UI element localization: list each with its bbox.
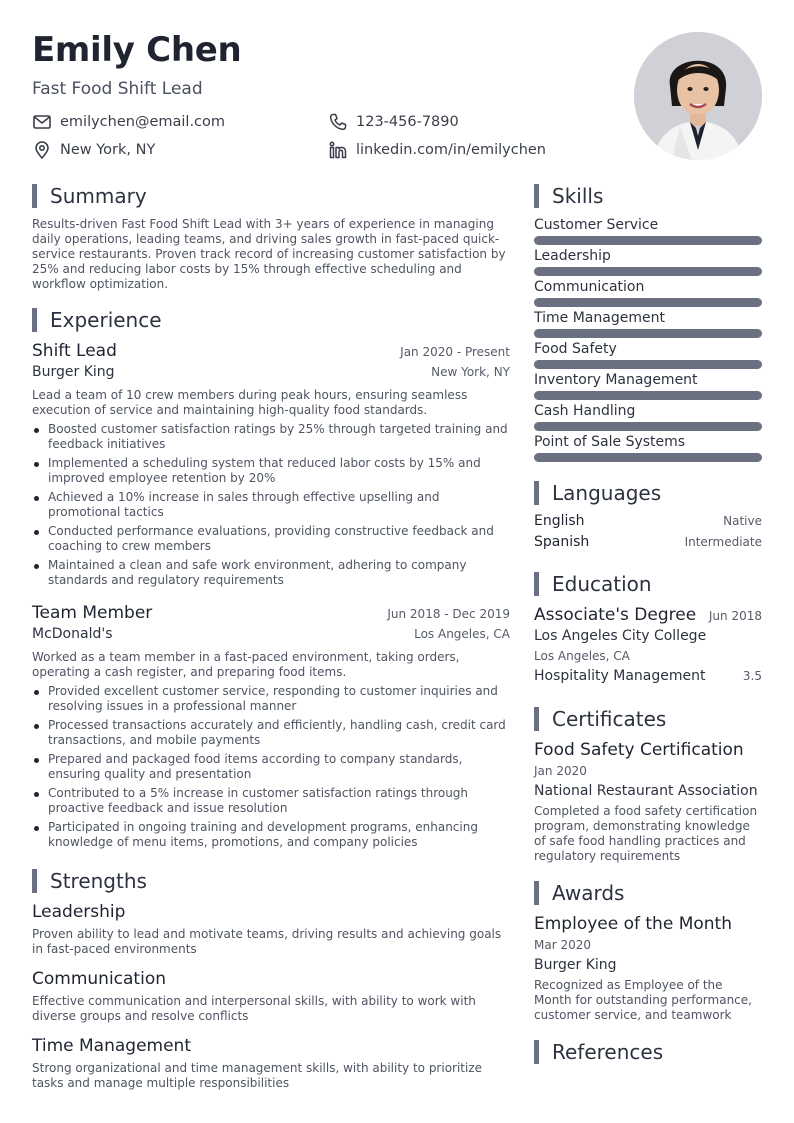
position-dates: Jun 2018 - Dec 2019 xyxy=(387,607,510,621)
achievement-bullet: Participated in ongoing training and development programs, enhancing knowledge of menu items, promotions, and company policies xyxy=(32,820,510,850)
strength-item xyxy=(32,1036,510,1091)
degree-date: Jun 2018 xyxy=(708,609,762,623)
position-title: Shift Lead xyxy=(32,341,117,361)
certificates-heading: Certificates xyxy=(534,707,666,731)
contact-email[interactable] xyxy=(32,112,225,132)
strength-item xyxy=(32,902,510,957)
school-name: Los Angeles City College xyxy=(534,628,707,644)
awards-heading: Awards xyxy=(534,881,624,905)
company-name: McDonald's xyxy=(32,626,113,642)
award-issuer: Burger King xyxy=(534,957,617,973)
achievement-bullet: Processed transactions accurately and efficiently, handling cash, credit card transactions, and mobile payments xyxy=(32,718,510,748)
skill-name: Time Management xyxy=(534,310,665,326)
achievement-bullet: Contributed to a 5% increase in customer satisfaction ratings through proactive feedback and issue resolution xyxy=(32,786,510,816)
strength-item xyxy=(32,969,510,1024)
profile-photo xyxy=(634,32,762,160)
candidate-name: Emily Chen xyxy=(32,30,242,70)
strength-text: Strong organizational and time management skills, with ability to prioritize tasks and manage multiple responsibilities xyxy=(32,1061,483,1090)
company-name: Burger King xyxy=(32,364,115,380)
achievement-bullet: Conducted performance evaluations, providing constructive feedback and coaching to crew members xyxy=(32,524,510,554)
achievement-bullet: Maintained a clean and safe work environment, adhering to company standards and regulatory requirements xyxy=(32,558,510,588)
education-heading: Education xyxy=(534,572,652,596)
position-description: Lead a team of 10 crew members during peak hours, ensuring seamless execution of service and maintaining high-quality food standards. xyxy=(32,388,468,417)
strength-title: Communication xyxy=(32,969,166,989)
skill-level-bar xyxy=(534,329,762,338)
references-heading: References xyxy=(534,1040,663,1064)
phone-text: 123-456-7890 xyxy=(356,114,459,130)
language-item xyxy=(534,513,762,534)
language-name: English xyxy=(534,513,585,529)
location-text: New York, NY xyxy=(60,142,156,158)
language-level: Native xyxy=(723,514,762,528)
job-title: Fast Food Shift Lead xyxy=(32,79,203,99)
contact-phone[interactable] xyxy=(328,112,459,132)
phone-icon xyxy=(328,112,348,132)
skill-level-bar xyxy=(534,267,762,276)
skill-level-bar xyxy=(534,360,762,369)
school-location: Los Angeles, CA xyxy=(534,649,630,663)
strength-title: Leadership xyxy=(32,902,126,922)
experience-heading: Experience xyxy=(32,308,162,332)
certificate-date: Jan 2020 xyxy=(534,764,587,778)
certificate-description: Completed a food safety certification program, demonstrating knowledge of safe food handling practices and regulatory requirements xyxy=(534,804,758,863)
achievement-bullet: Achieved a 10% increase in sales through effective upselling and promotional tactics xyxy=(32,490,510,520)
achievement-bullet: Prepared and packaged food items according to company standards, ensuring quality and presentation xyxy=(32,752,510,782)
contact-location xyxy=(32,140,155,160)
language-item xyxy=(534,534,762,555)
email-text: emilychen@email.com xyxy=(60,114,226,130)
company-location: Los Angeles, CA xyxy=(414,627,510,641)
skill-name: Point of Sale Systems xyxy=(534,434,686,450)
education-item xyxy=(534,605,762,688)
skill-level-bar xyxy=(534,391,762,400)
certificate-item xyxy=(534,740,762,864)
degree-title: Associate's Degree xyxy=(534,605,697,625)
position-dates: Jan 2020 - Present xyxy=(400,345,510,359)
award-date: Mar 2020 xyxy=(534,938,591,952)
gpa: 3.5 xyxy=(742,669,762,683)
skill-name: Leadership xyxy=(534,248,611,264)
strength-title: Time Management xyxy=(32,1036,191,1056)
achievement-bullet: Implemented a scheduling system that reduced labor costs by 15% and improved employee retention by 20% xyxy=(32,456,510,486)
languages-list xyxy=(534,513,762,555)
language-level: Intermediate xyxy=(684,535,762,549)
linkedin-icon xyxy=(328,140,348,160)
experience-item xyxy=(32,341,510,592)
language-name: Spanish xyxy=(534,534,590,550)
summary-text: Results-driven Fast Food Shift Lead with 3+ years of experience in managing daily operations, leading teams, and driving sales growth in fast-paced quick-service restaurants. Proven track record of increasing customer satisfaction by 25% and reducing labor costs by 15% through effective scheduling and workflow optimization. xyxy=(32,217,506,291)
skill-name: Cash Handling xyxy=(534,403,636,419)
linkedin-text: linkedin.com/in/emilychen xyxy=(356,142,546,158)
achievement-bullet: Provided excellent customer service, responding to customer inquiries and resolving issues in a professional manner xyxy=(32,684,510,714)
skill-level-bar xyxy=(534,298,762,307)
skill-level-bar xyxy=(534,453,762,462)
award-title: Employee of the Month xyxy=(534,914,732,934)
field-of-study: Hospitality Management xyxy=(534,668,706,684)
skills-list xyxy=(534,217,762,465)
skill-name: Food Safety xyxy=(534,341,617,357)
award-description: Recognized as Employee of the Month for outstanding performance, customer service, and teamwork xyxy=(534,978,752,1022)
strength-text: Proven ability to lead and motivate teams, driving results and achieving goals in fast-paced environments xyxy=(32,927,502,956)
strength-text: Effective communication and interpersonal skills, with ability to work with diverse groups and resolve conflicts xyxy=(32,994,476,1023)
email-icon xyxy=(32,112,52,132)
languages-heading: Languages xyxy=(534,481,661,505)
certificate-title: Food Safety Certification xyxy=(534,740,744,760)
summary-heading: Summary xyxy=(32,184,147,208)
skill-name: Communication xyxy=(534,279,645,295)
company-location: New York, NY xyxy=(431,365,510,379)
location-icon xyxy=(32,140,52,160)
contact-linkedin[interactable] xyxy=(328,140,546,160)
skill-level-bar xyxy=(534,422,762,431)
achievement-bullet: Boosted customer satisfaction ratings by 25% through targeted training and feedback initiatives xyxy=(32,422,510,452)
award-item xyxy=(534,914,762,1023)
skill-level-bar xyxy=(534,236,762,245)
position-description: Worked as a team member in a fast-paced environment, taking orders, operating a cash register, and preparing food items. xyxy=(32,650,460,679)
position-title: Team Member xyxy=(32,603,153,623)
certificate-issuer: National Restaurant Association xyxy=(534,783,758,799)
skill-name: Inventory Management xyxy=(534,372,698,388)
experience-item xyxy=(32,603,510,854)
skill-name: Customer Service xyxy=(534,217,659,233)
skills-heading: Skills xyxy=(534,184,603,208)
strengths-heading: Strengths xyxy=(32,869,147,893)
